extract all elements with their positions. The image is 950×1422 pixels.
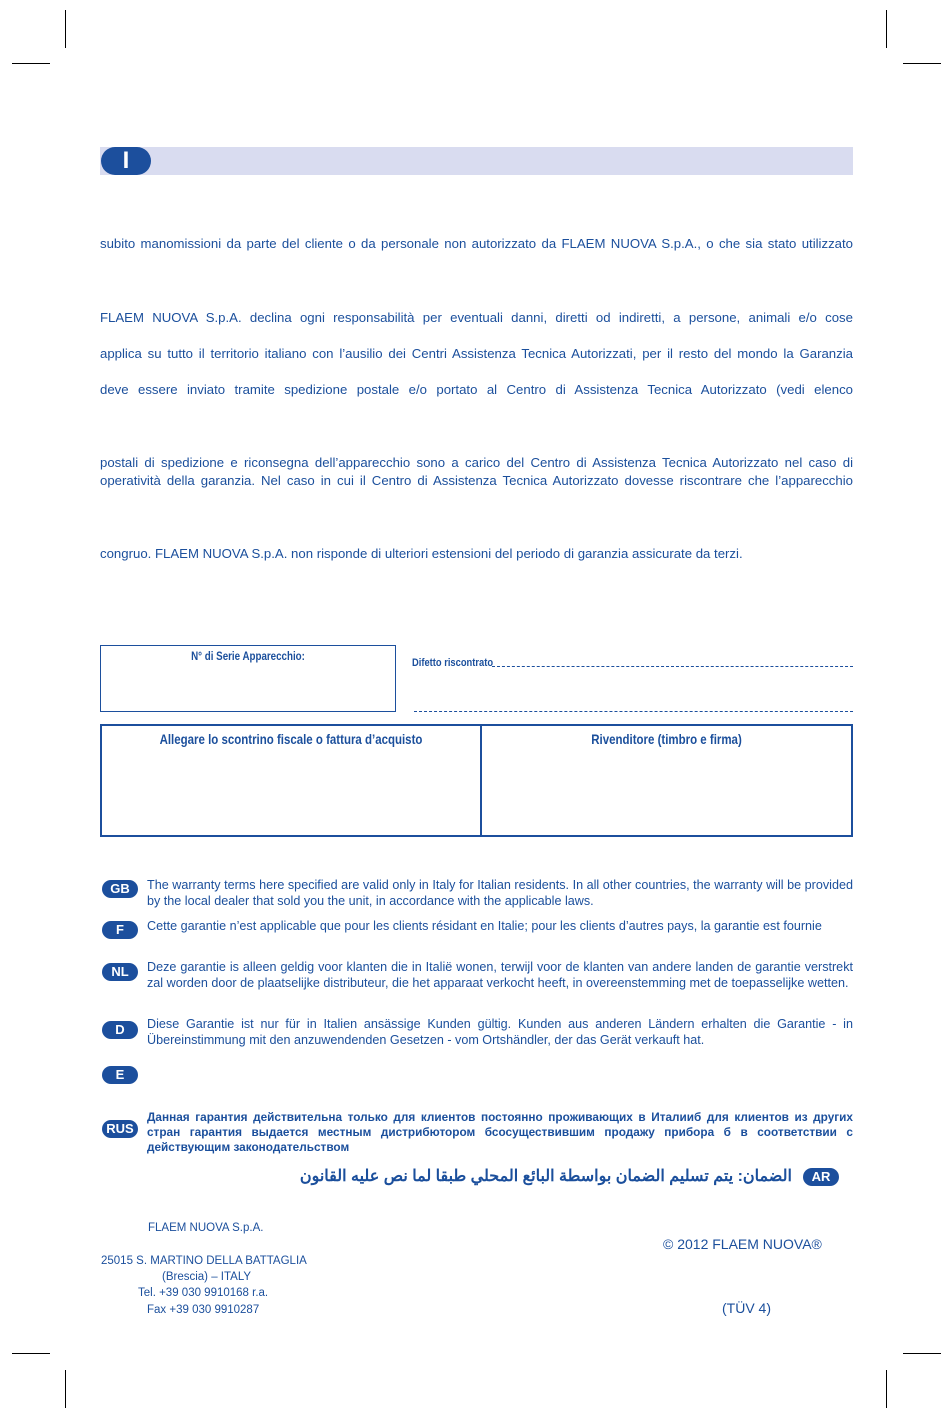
crop-mark (12, 1353, 50, 1354)
certification-mark: (TÜV 4) (722, 1300, 771, 1316)
crop-mark (12, 63, 50, 64)
receipt-box[interactable] (100, 724, 482, 837)
arabic-warranty-text: الضمان: يتم تسليم الضمان بواسطة البائع المحلي طبقا لما نص عليه القانون (299, 1168, 792, 1185)
crop-mark (65, 10, 66, 48)
language-badge: E (102, 1066, 138, 1084)
warranty-paragraph: applica su tutto il territorio italiano con l’ausilio dei Centri Assistenza Tecnica Autorizzati, per il resto del mondo la Garanzia (100, 346, 853, 361)
language-text: Diese Garantie ist nur für in Italien ansässige Kunden gültig. Kunden aus anderen Ländern erhalten die Garantie - in Übereinstimmung mit den anzuwendenden Gesetzen - vom Ortshändler, der das Gerät verkauft hat. (147, 1017, 853, 1047)
company-region: (Brescia) – ITALY (162, 1271, 252, 1283)
language-text: Данная гарантия действительна только для клиентов постоянно проживающих в Италииб для клиентов из других стран гарантия выдается местным дистрибютором бсосуществившим продажу прибора б в соответствии с действующим законодательством (147, 1110, 853, 1154)
copyright-notice: © 2012 FLAEM NUOVA® (663, 1236, 822, 1252)
company-phone: Tel. +39 030 9910168 r.a. (138, 1287, 269, 1299)
warranty-paragraph: subito manomissioni da parte del cliente o da personale non autorizzato da FLAEM NUOVA S.p.A., o che sia stato utilizzato (100, 236, 853, 251)
language-text: The warranty terms here specified are valid only in Italy for Italian residents. In all other countries, the warranty will be provided by the local dealer that sold you the unit, in accordance with the applicable laws. (147, 878, 853, 908)
warranty-paragraph: postali di spedizione e riconsegna dell’apparecchio sono a carico del Centro di Assistenza Tecnica Autorizzato nel caso di operatività della garanzia. Nel caso in cui il Centro di Assistenza Tecnica Autorizzato dovesse riscontrare che l’apparecchio (100, 455, 853, 488)
serial-number-field[interactable] (100, 645, 396, 712)
language-text: Cette garantie n’est applicable que pour les clients résidant en Italie; pour les clients d’autres pays, la garantie est fournie (147, 919, 822, 933)
dealer-label: Rivenditore (timbro e firma) (591, 731, 742, 747)
defect-label: Difetto riscontrato (412, 657, 494, 669)
defect-line[interactable] (414, 711, 853, 712)
warranty-paragraph: deve essere inviato tramite spedizione postale e/o portato al Centro di Assistenza Tecnica Autorizzato (vedi elenco (100, 382, 853, 397)
receipt-label: Allegare lo scontrino fiscale o fattura d’acquisto (159, 731, 423, 747)
language-badge-italian: I (101, 147, 151, 175)
company-fax: Fax +39 030 9910287 (147, 1304, 260, 1316)
language-text: Deze garantie is alleen geldig voor klanten die in Italië wonen, terwijl voor de klanten van andere landen de garantie verstrekt zal worden door de plaatselijke distributeur, die het apparaat verkocht heeft, in overeenstemming met de toepasselijke wetten. (147, 960, 853, 990)
warranty-paragraph: FLAEM NUOVA S.p.A. declina ogni responsabilità per eventuali danni, diretti od indiretti, a persone, animali e/o cose (100, 310, 853, 325)
section-header-bar (100, 147, 853, 175)
company-address: 25015 S. MARTINO DELLA BATTAGLIA (101, 1255, 307, 1267)
crop-mark (903, 1353, 941, 1354)
crop-mark (886, 10, 887, 48)
language-badge: D (102, 1021, 138, 1039)
language-badge: RUS (102, 1120, 138, 1138)
warranty-paragraph: congruo. FLAEM NUOVA S.p.A. non risponde di ulteriori estensioni del periodo di garanzia assicurate da terzi. (100, 546, 743, 561)
company-name: FLAEM NUOVA S.p.A. (148, 1222, 264, 1234)
language-badge: GB (102, 880, 138, 898)
dealer-stamp-box[interactable] (480, 724, 853, 837)
crop-mark (65, 1370, 66, 1408)
serial-number-label: N° di Serie Apparecchio: (191, 651, 305, 663)
language-badge: NL (102, 963, 138, 981)
language-badge-ar: AR (803, 1168, 839, 1186)
crop-mark (886, 1370, 887, 1408)
language-badge: F (102, 921, 138, 939)
defect-line[interactable] (492, 666, 853, 667)
crop-mark (903, 63, 941, 64)
